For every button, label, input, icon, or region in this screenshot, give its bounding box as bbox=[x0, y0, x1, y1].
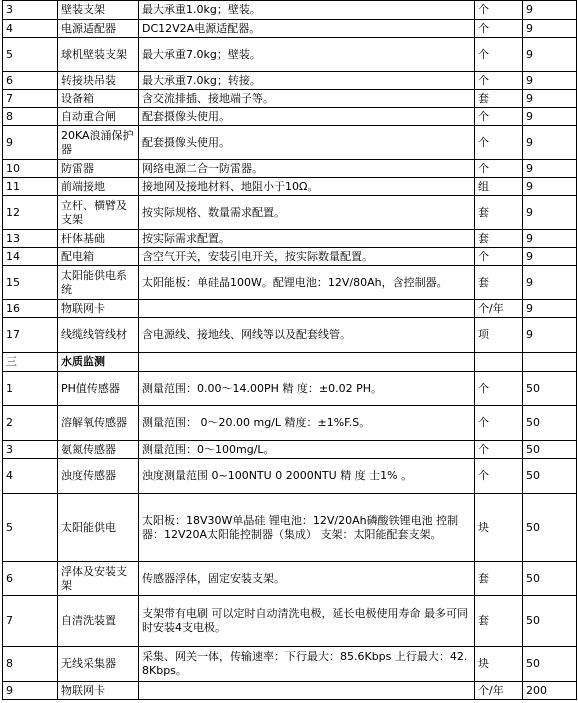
row-number: 三 bbox=[3, 353, 58, 372]
table-row bbox=[3, 596, 577, 647]
item-spec: 配套摄像头使用。 bbox=[139, 108, 475, 126]
item-unit: 套 bbox=[475, 230, 523, 248]
item-spec: 接地网及接地材料、地阻小于10Ω。 bbox=[139, 178, 475, 196]
item-quantity: 50 bbox=[523, 459, 577, 494]
row-number: 4 bbox=[3, 459, 58, 494]
table-row bbox=[3, 160, 577, 178]
row-number: 9 bbox=[3, 126, 58, 160]
table-row bbox=[3, 1, 577, 20]
item-name: 杆体基础 bbox=[58, 230, 139, 248]
item-spec: 含空气开关，安装引电开关，按实际数量配置。 bbox=[139, 248, 475, 266]
item-unit: 个 bbox=[475, 406, 523, 441]
row-number: 4 bbox=[3, 20, 58, 38]
item-name: 太阳能供电系统 bbox=[58, 266, 139, 300]
item-spec bbox=[139, 682, 475, 700]
item-name: 电源适配器 bbox=[58, 20, 139, 38]
item-name: 球机壁装支架 bbox=[58, 38, 139, 72]
item-name: 自动重合闸 bbox=[58, 108, 139, 126]
item-name: 前端接地 bbox=[58, 178, 139, 196]
item-unit: 块 bbox=[475, 494, 523, 562]
item-name: 物联网卡 bbox=[58, 682, 139, 700]
table-row bbox=[3, 72, 577, 90]
item-name: 无线采集器 bbox=[58, 647, 139, 682]
row-number: 13 bbox=[3, 230, 58, 248]
section-row bbox=[3, 353, 577, 372]
item-quantity: 50 bbox=[523, 441, 577, 459]
item-quantity: 9 bbox=[523, 38, 577, 72]
item-spec bbox=[139, 300, 475, 318]
item-name: 自清洗装置 bbox=[58, 596, 139, 647]
row-number: 16 bbox=[3, 300, 58, 318]
item-unit: 个 bbox=[475, 126, 523, 160]
table-row bbox=[3, 248, 577, 266]
item-unit: 个 bbox=[475, 459, 523, 494]
item-spec: 含电源线、接地线、网线等以及配套线管。 bbox=[139, 318, 475, 353]
row-number: 6 bbox=[3, 562, 58, 596]
row-number: 5 bbox=[3, 38, 58, 72]
item-unit: 个 bbox=[475, 72, 523, 90]
item-name: 浮体及安装支架 bbox=[58, 562, 139, 596]
item-spec: 测量范围：0～100mg/L。 bbox=[139, 441, 475, 459]
item-spec: 太阳板：18V30W单晶硅 锂电池：12V/20Ah磷酸铁锂电池 控制器：12V20A太阳能控制器（集成） 支架：太阳能配套支架。 bbox=[139, 494, 475, 562]
item-name: 浊度传感器 bbox=[58, 459, 139, 494]
row-number: 1 bbox=[3, 372, 58, 406]
item-spec: 采集、网关一体，传输速率：下行最大：85.6Kbps 上行最大：42.8Kbps。 bbox=[139, 647, 475, 682]
table-row bbox=[3, 459, 577, 494]
item-unit bbox=[475, 353, 523, 372]
item-unit: 组 bbox=[475, 178, 523, 196]
row-number: 9 bbox=[3, 682, 58, 700]
table-row bbox=[3, 300, 577, 318]
item-unit: 套 bbox=[475, 562, 523, 596]
item-unit: 套 bbox=[475, 266, 523, 300]
row-number: 14 bbox=[3, 248, 58, 266]
item-name: 物联网卡 bbox=[58, 300, 139, 318]
item-quantity: 9 bbox=[523, 90, 577, 108]
table-row bbox=[3, 196, 577, 230]
item-quantity: 50 bbox=[523, 596, 577, 647]
item-spec: 按实际规格、数量需求配置。 bbox=[139, 196, 475, 230]
row-number: 7 bbox=[3, 90, 58, 108]
item-quantity: 50 bbox=[523, 494, 577, 562]
item-quantity: 9 bbox=[523, 248, 577, 266]
item-quantity: 9 bbox=[523, 178, 577, 196]
table-row bbox=[3, 647, 577, 682]
item-quantity: 9 bbox=[523, 160, 577, 178]
item-quantity: 9 bbox=[523, 300, 577, 318]
row-number: 15 bbox=[3, 266, 58, 300]
item-unit: 块 bbox=[475, 647, 523, 682]
item-quantity bbox=[523, 353, 577, 372]
item-spec: 浊度测量范围 0~100NTU 0 2000NTU 精 度 士1% 。 bbox=[139, 459, 475, 494]
row-number: 17 bbox=[3, 318, 58, 353]
table-row bbox=[3, 406, 577, 441]
item-quantity: 9 bbox=[523, 1, 577, 20]
item-unit: 个 bbox=[475, 441, 523, 459]
item-spec: 按实际需求配置。 bbox=[139, 230, 475, 248]
item-unit: 个 bbox=[475, 160, 523, 178]
table-row bbox=[3, 494, 577, 562]
item-quantity: 50 bbox=[523, 647, 577, 682]
item-name: 配电箱 bbox=[58, 248, 139, 266]
item-spec: DC12V2A电源适配器。 bbox=[139, 20, 475, 38]
table-row bbox=[3, 178, 577, 196]
item-unit: 套 bbox=[475, 90, 523, 108]
row-number: 8 bbox=[3, 108, 58, 126]
table-row bbox=[3, 90, 577, 108]
item-quantity: 9 bbox=[523, 230, 577, 248]
table-row bbox=[3, 562, 577, 596]
item-quantity: 9 bbox=[523, 20, 577, 38]
item-spec bbox=[139, 353, 475, 372]
item-spec: 最大承重7.0kg；壁装。 bbox=[139, 38, 475, 72]
item-quantity: 9 bbox=[523, 72, 577, 90]
item-name: 壁装支架 bbox=[58, 1, 139, 20]
table-row bbox=[3, 372, 577, 406]
equipment-spec-table bbox=[2, 0, 577, 700]
row-number: 7 bbox=[3, 596, 58, 647]
row-number: 6 bbox=[3, 72, 58, 90]
row-number: 12 bbox=[3, 196, 58, 230]
row-number: 10 bbox=[3, 160, 58, 178]
item-spec: 含交流排插、接地端子等。 bbox=[139, 90, 475, 108]
item-quantity: 9 bbox=[523, 266, 577, 300]
item-spec: 网络电源二合一防雷器。 bbox=[139, 160, 475, 178]
item-spec: 最大承重7.0kg；转接。 bbox=[139, 72, 475, 90]
table-row bbox=[3, 230, 577, 248]
item-quantity: 200 bbox=[523, 682, 577, 700]
item-name: 立杆、横臂及支架 bbox=[58, 196, 139, 230]
item-quantity: 9 bbox=[523, 318, 577, 353]
table-row bbox=[3, 108, 577, 126]
item-name: 太阳能供电 bbox=[58, 494, 139, 562]
row-number: 3 bbox=[3, 1, 58, 20]
item-name: 转接块吊装 bbox=[58, 72, 139, 90]
item-unit: 个 bbox=[475, 38, 523, 72]
table-row bbox=[3, 20, 577, 38]
item-unit: 个/年 bbox=[475, 682, 523, 700]
item-spec: 太阳能板：单硅晶100W。配锂电池：12V/80Ah，含控制器。 bbox=[139, 266, 475, 300]
item-quantity: 9 bbox=[523, 108, 577, 126]
item-name: 水质监测 bbox=[58, 353, 139, 372]
item-unit: 套 bbox=[475, 596, 523, 647]
item-name: 20KA浪涌保护器 bbox=[58, 126, 139, 160]
item-unit: 个 bbox=[475, 108, 523, 126]
item-spec: 最大承重1.0kg；壁装。 bbox=[139, 1, 475, 20]
item-unit: 个 bbox=[475, 248, 523, 266]
row-number: 5 bbox=[3, 494, 58, 562]
item-quantity: 50 bbox=[523, 406, 577, 441]
table-row bbox=[3, 441, 577, 459]
item-name: 溶解氧传感器 bbox=[58, 406, 139, 441]
item-quantity: 9 bbox=[523, 126, 577, 160]
table-row bbox=[3, 682, 577, 700]
item-quantity: 9 bbox=[523, 196, 577, 230]
item-unit: 个 bbox=[475, 372, 523, 406]
item-spec: 支架带有电刷 可以定时自动清洗电极，延长电极使用寿命 最多可同时安装4支电极。 bbox=[139, 596, 475, 647]
item-unit: 套 bbox=[475, 196, 523, 230]
item-name: 线缆线管线材 bbox=[58, 318, 139, 353]
item-unit: 项 bbox=[475, 318, 523, 353]
item-name: 设备箱 bbox=[58, 90, 139, 108]
item-quantity: 50 bbox=[523, 372, 577, 406]
item-spec: 传感器浮体，固定安装支架。 bbox=[139, 562, 475, 596]
spec-table-body bbox=[3, 1, 577, 700]
item-unit: 个/年 bbox=[475, 300, 523, 318]
item-name: 氨氮传感器 bbox=[58, 441, 139, 459]
item-quantity: 50 bbox=[523, 562, 577, 596]
row-number: 8 bbox=[3, 647, 58, 682]
item-unit: 个 bbox=[475, 1, 523, 20]
item-spec: 测量范围：0.00～14.00PH 精 度：±0.02 PH。 bbox=[139, 372, 475, 406]
row-number: 2 bbox=[3, 406, 58, 441]
table-row bbox=[3, 38, 577, 72]
table-row bbox=[3, 126, 577, 160]
item-spec: 测量范围： 0～20.00 mg/L 精度：±1%F.S。 bbox=[139, 406, 475, 441]
table-row bbox=[3, 266, 577, 300]
item-name: PH值传感器 bbox=[58, 372, 139, 406]
item-spec: 配套摄像头使用。 bbox=[139, 126, 475, 160]
item-unit: 个 bbox=[475, 20, 523, 38]
row-number: 11 bbox=[3, 178, 58, 196]
table-row bbox=[3, 318, 577, 353]
row-number: 3 bbox=[3, 441, 58, 459]
item-name: 防雷器 bbox=[58, 160, 139, 178]
